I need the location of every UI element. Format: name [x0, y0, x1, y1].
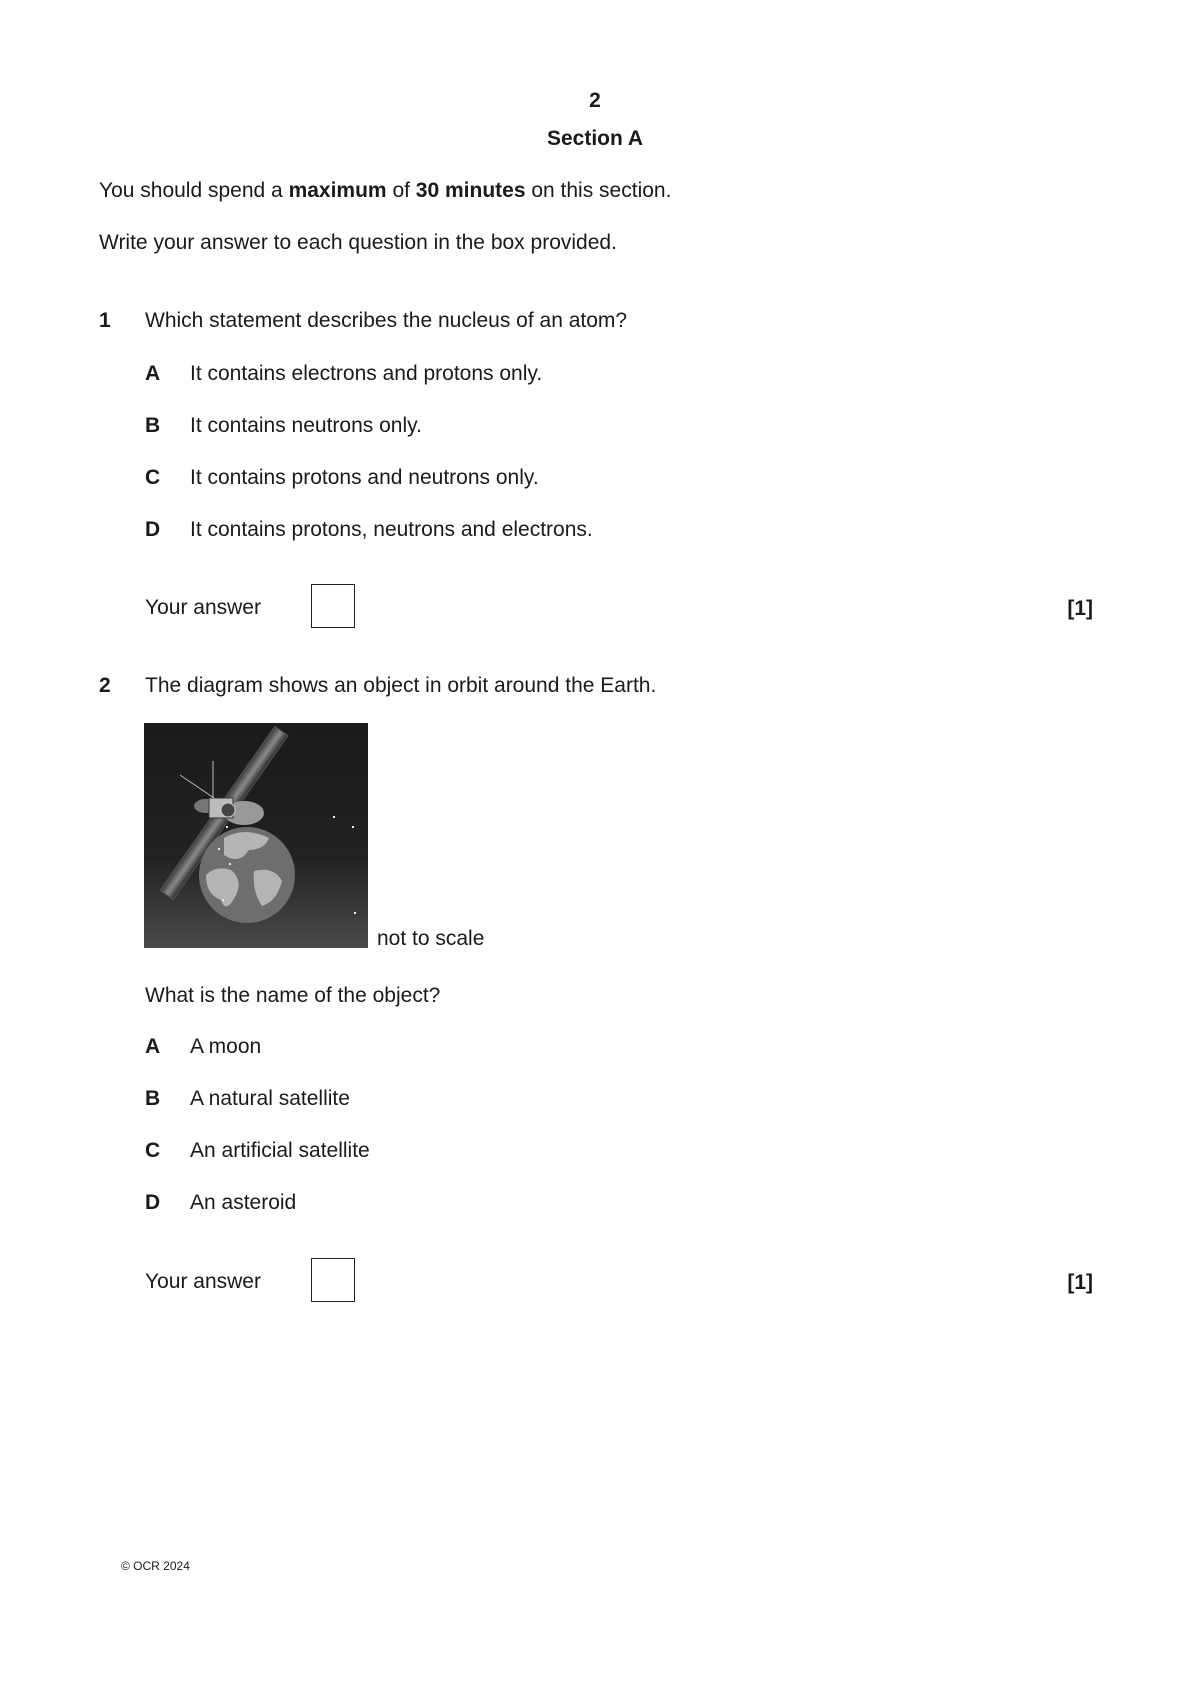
- satellite-earth-figure: [144, 723, 368, 948]
- copyright-footer: © OCR 2024: [121, 1559, 190, 1573]
- question-number: 2: [99, 674, 111, 697]
- your-answer-label: Your answer: [145, 1270, 261, 1293]
- option-text: It contains neutrons only.: [190, 414, 422, 437]
- option-letter: C: [145, 1139, 161, 1162]
- question-number: 1: [99, 309, 111, 332]
- instruction-text: You should spend a: [99, 179, 289, 202]
- option-text: An asteroid: [190, 1191, 297, 1214]
- marks: [1]: [1067, 597, 1093, 620]
- instruction-bold: 30 minutes: [415, 179, 526, 202]
- option-text: It contains protons and neutrons only.: [190, 466, 539, 489]
- option-text: It contains protons, neutrons and electrons.: [190, 518, 593, 541]
- option-letter: B: [145, 1087, 161, 1110]
- question-text: The diagram shows an object in orbit around the Earth.: [145, 674, 657, 697]
- marks: [1]: [1067, 1271, 1093, 1294]
- instruction-text: of: [386, 179, 416, 202]
- option-text: An artificial satellite: [190, 1139, 370, 1162]
- instruction-answer-box: Write your answer to each question in the box provided.: [99, 231, 617, 254]
- answer-box[interactable]: [311, 1258, 355, 1302]
- instruction-time: [99, 179, 671, 203]
- your-answer-label: Your answer: [145, 596, 261, 619]
- option-text: A moon: [190, 1035, 262, 1058]
- option-letter: C: [145, 466, 161, 489]
- option-letter: D: [145, 1191, 161, 1214]
- subquestion-text: What is the name of the object?: [145, 984, 441, 1007]
- figure-caption: not to scale: [377, 927, 485, 950]
- instruction-bold: maximum: [288, 179, 387, 202]
- option-text: A natural satellite: [190, 1087, 350, 1110]
- page-number: 2: [589, 89, 601, 112]
- option-letter: B: [145, 414, 161, 437]
- option-letter: A: [145, 362, 161, 385]
- option-letter: D: [145, 518, 161, 541]
- answer-box[interactable]: [311, 584, 355, 628]
- question-text: Which statement describes the nucleus of an atom?: [145, 309, 628, 332]
- section-title: Section A: [546, 127, 644, 150]
- option-letter: A: [145, 1035, 161, 1058]
- instruction-text: on this section.: [525, 179, 672, 202]
- option-text: It contains electrons and protons only.: [190, 362, 543, 385]
